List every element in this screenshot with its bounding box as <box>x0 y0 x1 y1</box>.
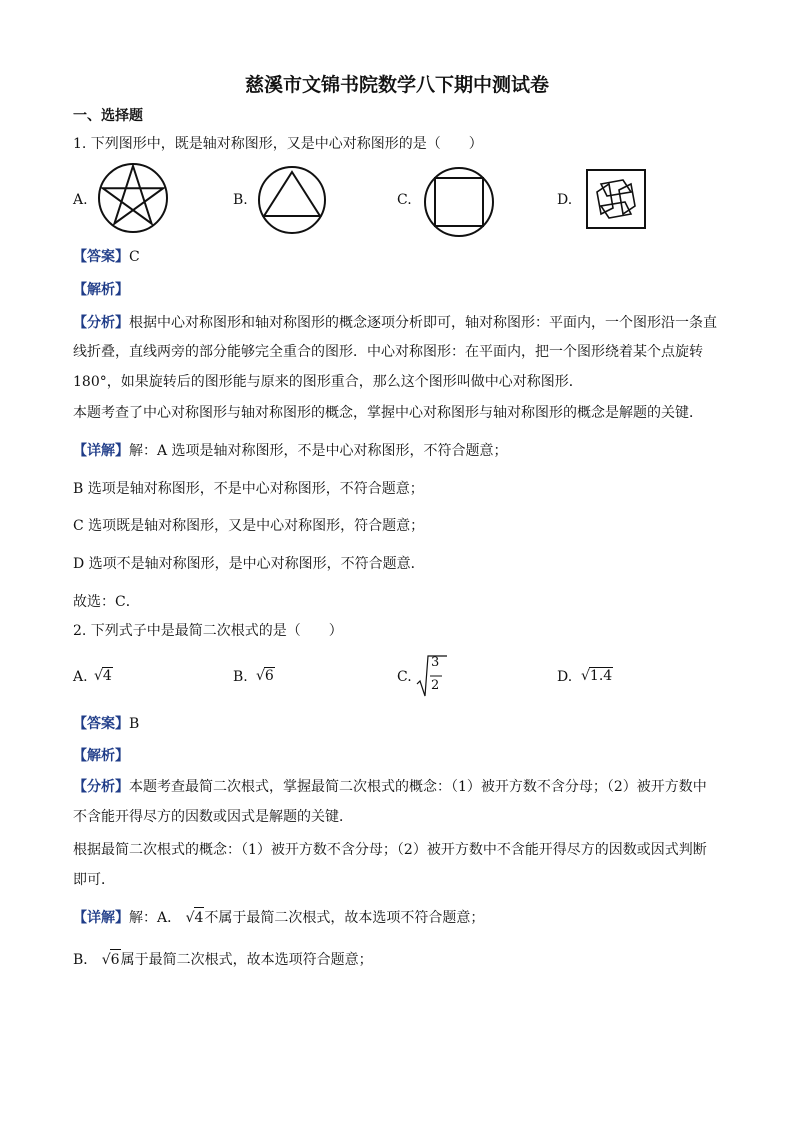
detail-suffix: 属于最简二次根式，故本选项符合题意； <box>120 952 373 968</box>
circle-triangle-figure <box>256 164 328 236</box>
radicand: 6 <box>264 668 274 684</box>
detail-prefix: B． <box>73 952 98 968</box>
q2-option-d-label: D. <box>557 669 573 685</box>
q1-fenxi-line3: 180°，如果旋转后的图形能与原来的图形重合，那么这个图形叫做中心对称图形． <box>73 374 583 390</box>
q1-analysis-tag <box>73 280 129 300</box>
q1-option-c-label: C. <box>397 192 412 208</box>
q1-option-d-label: D. <box>557 192 573 208</box>
q2-stem: 2. 下列式子中是最简二次根式的是（ ） <box>73 623 343 639</box>
q1-conclusion: 故选：C． <box>73 594 140 610</box>
q2-option-b-radical: √6 <box>256 668 274 684</box>
q2-option-b-label: B. <box>233 669 248 685</box>
q1-detail-d: D 选项不是轴对称图形，是中心对称图形，不符合题意． <box>73 556 425 572</box>
q1-option-a-label: A. <box>73 192 88 208</box>
inline-radical: √6 <box>102 952 121 968</box>
answer-value: B <box>129 716 140 732</box>
analysis-tag: 【解析】 <box>73 748 129 764</box>
fraction-numerator: 3 <box>431 655 440 670</box>
q1-fenxi-line1 <box>73 313 717 333</box>
radicand: 1.4 <box>589 668 613 684</box>
pinwheel-square-figure <box>585 168 647 230</box>
q1-fenxi-line2: 线折叠，直线两旁的部分能够完全重合的图形．中心对称图形：在平面内，把一个图形绕着某个点旋转 <box>73 344 703 360</box>
q1-detail-a <box>73 441 508 461</box>
q2-detail-b <box>73 949 373 970</box>
q2-analysis-tag <box>73 746 129 766</box>
q2-fenxi-line2: 不含能开得尽方的因数或因式是解题的关键． <box>73 809 353 825</box>
detail-text: 解：A 选项是轴对称图形，不是中心对称图形，不符合题意； <box>129 443 508 459</box>
detail-suffix: 不属于最简二次根式，故本选项不符合题意； <box>204 910 485 926</box>
q2-option-a-label: A. <box>73 669 88 685</box>
q1-stem: 1. 下列图形中，既是轴对称图形，又是中心对称图形的是（ ） <box>73 136 483 152</box>
answer-value: C <box>129 249 140 265</box>
q1-option-b-label: B. <box>233 192 248 208</box>
answer-tag: 【答案】 <box>73 716 129 732</box>
page-title: 慈溪市文锦书院数学八下期中测试卷 <box>244 74 549 96</box>
detail-tag: 【详解】 <box>73 443 129 459</box>
section-heading: 一、选择题 <box>73 108 143 124</box>
circle-square-figure <box>421 164 497 240</box>
detail-tag: 【详解】 <box>73 910 129 926</box>
inline-radical: √4 <box>186 910 205 926</box>
q2-option-c-label: C. <box>397 669 412 685</box>
radicand: 4 <box>102 668 112 684</box>
q1-fenxi-line4: 本题考查了中心对称图形与轴对称图形的概念，掌握中心对称图形与轴对称图形的概念是解题的关键． <box>73 405 703 421</box>
circle-star-figure <box>96 161 170 235</box>
q1-detail-c: C 选项既是轴对称图形，又是中心对称图形，符合题意； <box>73 518 425 534</box>
fenxi-tag: 【分析】 <box>73 315 129 331</box>
radicand: 6 <box>110 949 121 970</box>
q2-fenxi-line4: 即可． <box>73 872 115 888</box>
fenxi-text: 本题考查最简二次根式，掌握最简二次根式的概念：（1）被开方数不含分母；（2）被开方数中 <box>129 779 707 795</box>
fenxi-text: 根据中心对称图形和轴对称图形的概念逐项分析即可，轴对称图形：平面内，一个图形沿一条直 <box>129 315 717 331</box>
q2-option-a-radical: √4 <box>94 668 112 684</box>
q2-fenxi-line3: 根据最简二次根式的概念：（1）被开方数不含分母；（2）被开方数中不含能开得尽方的因数或因式判断 <box>73 842 707 858</box>
fraction-denominator: 2 <box>431 678 440 693</box>
answer-tag: 【答案】 <box>73 249 129 265</box>
detail-prefix: 解：A． <box>129 910 182 926</box>
fenxi-tag: 【分析】 <box>73 779 129 795</box>
q2-detail-a <box>73 907 484 928</box>
q2-option-d-radical: √1.4 <box>581 668 613 684</box>
q2-fenxi-line1 <box>73 777 707 797</box>
q1-answer <box>73 247 140 267</box>
analysis-tag: 【解析】 <box>73 282 129 298</box>
q1-detail-b: B 选项是轴对称图形，不是中心对称图形，不符合题意； <box>73 481 424 497</box>
q2-answer <box>73 714 139 734</box>
radicand: 4 <box>194 907 205 928</box>
